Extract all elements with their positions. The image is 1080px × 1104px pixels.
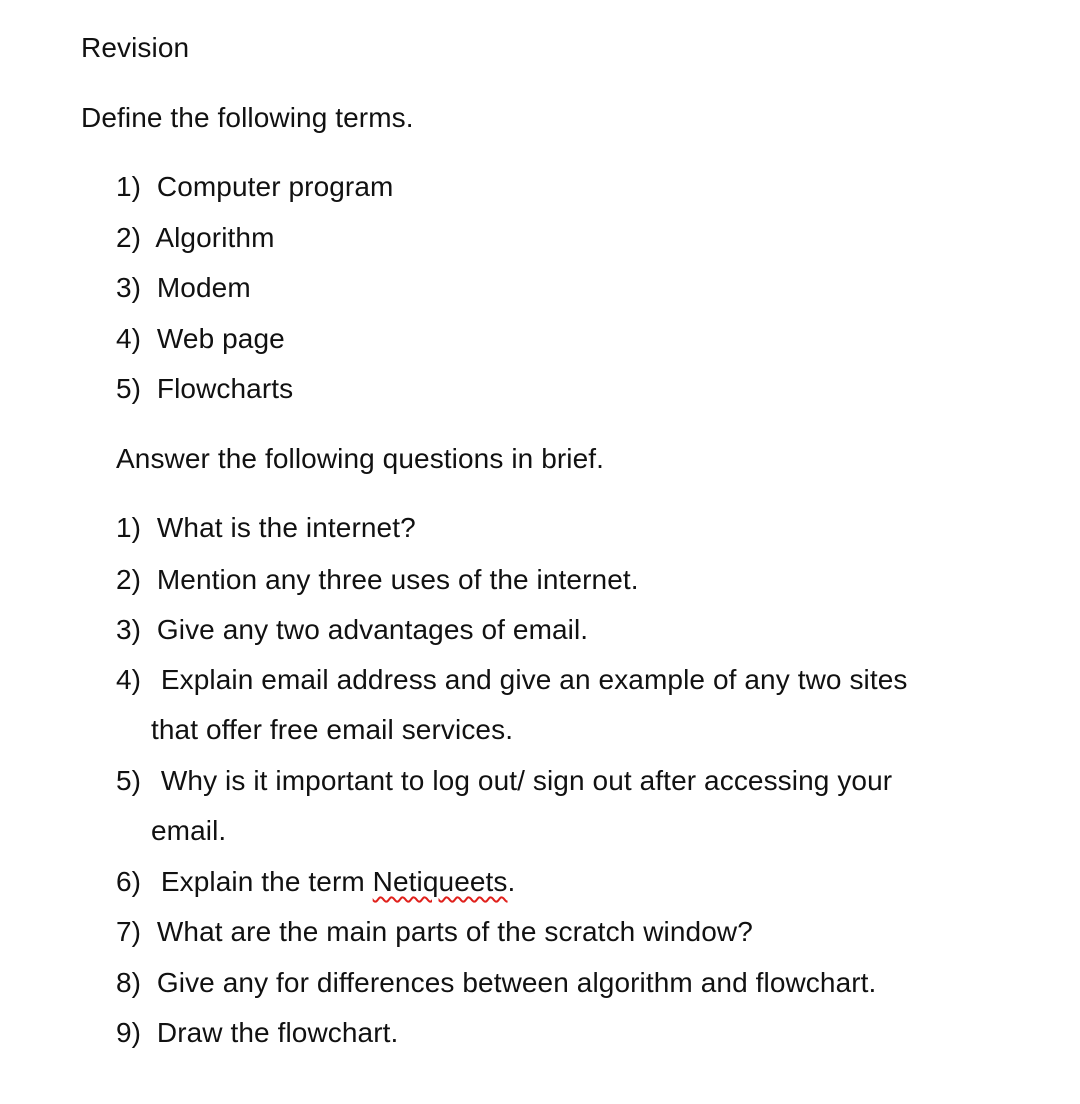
term-item — [116, 270, 251, 306]
term-text: Algorithm — [155, 222, 275, 253]
term-number: 2) — [116, 222, 149, 253]
question-item — [116, 965, 876, 1001]
question-number: 3) — [116, 614, 149, 645]
question-item — [116, 763, 892, 799]
term-text: Flowcharts — [156, 373, 294, 404]
question-item — [116, 562, 639, 598]
question-text: What are the main parts of the scratch window? — [156, 916, 753, 947]
question-text: What is the internet? — [156, 512, 416, 543]
question-number: 7) — [116, 916, 149, 947]
term-number: 1) — [116, 171, 149, 202]
question-text: Draw the flowchart. — [156, 1017, 399, 1048]
term-text: Web page — [156, 323, 285, 354]
question-text: Mention any three uses of the internet. — [156, 564, 639, 595]
question-item — [116, 662, 908, 698]
question-continuation: email. — [151, 815, 227, 846]
question-item — [116, 1015, 398, 1051]
question-text-end: . — [507, 866, 516, 897]
question-item — [116, 510, 416, 546]
question-number: 8) — [116, 967, 149, 998]
question-text: Give any for differences between algorithm and flowchart. — [156, 967, 877, 998]
question-number: 5) — [116, 765, 149, 796]
section-title-define: Define the following terms. — [81, 102, 414, 133]
question-item — [116, 864, 515, 900]
term-item — [116, 220, 275, 256]
question-text: Explain email address and give an example of any two sites — [160, 664, 908, 695]
question-text: Why is it important to log out/ sign out after accessing your — [160, 765, 893, 796]
term-item — [116, 321, 285, 357]
misspelled-word: Netiqueets — [372, 866, 508, 897]
term-number: 3) — [116, 272, 149, 303]
question-text: Explain the term — [160, 866, 373, 897]
question-number: 2) — [116, 564, 149, 595]
term-item — [116, 169, 393, 205]
question-item — [116, 612, 588, 648]
term-number: 5) — [116, 373, 149, 404]
question-number: 9) — [116, 1017, 149, 1048]
term-text: Modem — [156, 272, 251, 303]
section-title-answer: Answer the following questions in brief. — [116, 443, 605, 474]
question-number: 1) — [116, 512, 149, 543]
question-number: 6) — [116, 866, 149, 897]
question-number: 4) — [116, 664, 149, 695]
question-text: Give any two advantages of email. — [156, 614, 589, 645]
term-text: Computer program — [156, 171, 394, 202]
term-number: 4) — [116, 323, 149, 354]
document-heading: Revision — [81, 32, 190, 63]
question-item — [116, 914, 753, 950]
term-item — [116, 371, 293, 407]
question-continuation: that offer free email services. — [151, 714, 514, 745]
